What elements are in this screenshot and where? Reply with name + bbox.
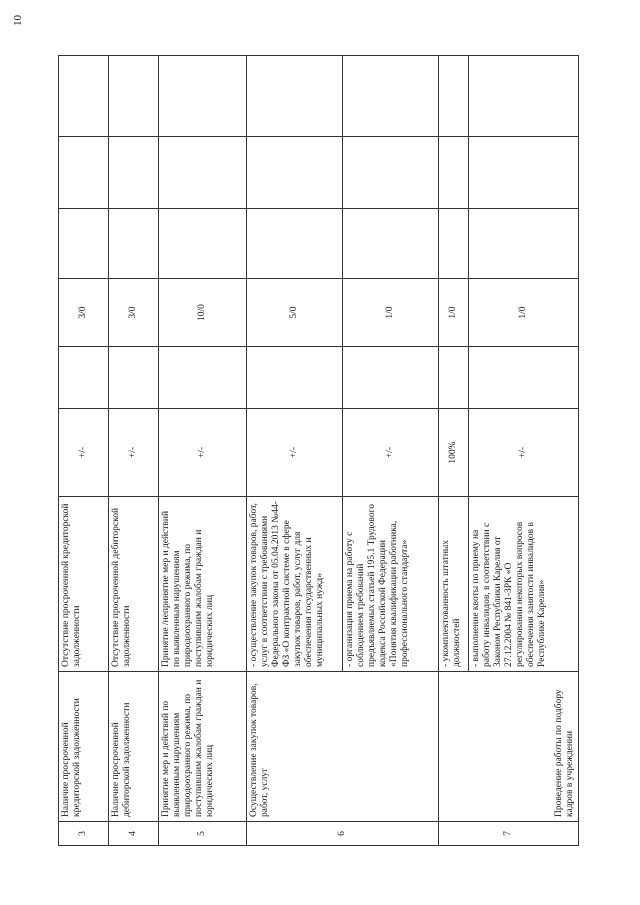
empty-cell [159,56,247,137]
value-cell: +/- [469,409,579,497]
direction-cell: Наличие просроченной кредиторской задолженности [59,672,109,822]
empty-cell [343,56,439,137]
empty-cell [247,137,343,209]
value-cell: 100% [439,409,469,497]
score-cell: 5/0 [247,279,343,347]
value-cell: +/- [109,409,159,497]
empty-cell [247,209,343,279]
indicator-cell: - укомплектованность штатных должностей [439,497,469,672]
empty-cell [247,56,343,137]
value-cell: +/- [247,409,343,497]
empty-cell [343,137,439,209]
row-number: 4 [109,822,159,846]
score-cell: 10/0 [159,279,247,347]
empty-cell [159,209,247,279]
row-number: 7 [439,822,579,846]
empty-cell [439,137,469,209]
row-number: 6 [247,822,439,846]
score-cell: 1/0 [343,279,439,347]
empty-cell [59,137,109,209]
direction-cell: Осуществление закупок товаров, работ, услуг [247,672,439,822]
indicator-cell: Принятие /непринятие мер и действий по выявленным нарушениям природоохранного режима, по поступившим жалобам граждан и юридических лиц [159,497,247,672]
table-row [247,56,343,846]
evaluation-criteria-table [58,55,579,846]
indicator-cell: - выполнение квоты по приему на работу инвалидов, в соответствии с Законом Республики Карелия от 27.12.2004 № 841-ЗРК «О регулировании некоторых вопросов обеспечения занятости инвалидов в Республике Карелия» [469,497,579,672]
score-cell: 1/0 [439,279,469,347]
empty-cell [469,137,579,209]
empty-cell [469,209,579,279]
table-row [439,56,469,846]
indicator-cell: - осуществление закупок товаров, работ, услуг в соответствии с требованиями Федерального закона от 05.04.2013 №44-ФЗ «О контрактной системе в сфере закупок товаров, работ, услуг для обеспечения государственных и муниципальных нужд» [247,497,343,672]
score-cell: 1/0 [469,279,579,347]
value-cell: +/- [343,409,439,497]
rotated-table-container [58,56,578,846]
empty-cell [59,347,109,409]
empty-cell [469,56,579,137]
table-row [109,56,159,846]
table-row [59,56,109,846]
empty-cell [247,347,343,409]
empty-cell [159,347,247,409]
empty-cell [109,137,159,209]
empty-cell [439,347,469,409]
empty-cell [439,209,469,279]
indicator-cell: - организация приема на работу с соблюдением требований предъявляемых статьей 195.1 Трудового кодекса Российской Федерации «Понятия квалификации работника, профессионального стандарта» [343,497,439,672]
empty-cell [109,347,159,409]
empty-cell [343,347,439,409]
empty-cell [469,347,579,409]
score-cell: 3/0 [59,279,109,347]
value-cell: +/- [159,409,247,497]
direction-cell: Проведение работы по подбору кадров в учреждении [439,672,579,822]
value-cell: +/- [59,409,109,497]
indicator-cell: Отсутствие просроченной кредиторской задолженности [59,497,109,672]
empty-cell [439,56,469,137]
empty-cell [59,209,109,279]
direction-cell: Наличие просроченной дебиторской задолженности [109,672,159,822]
direction-cell: Принятие мер и действий по выявленным нарушениям природоохранного режима, по поступившим жалобам граждан и юридических лиц [159,672,247,822]
page-number: 10 [12,15,24,26]
empty-cell [159,137,247,209]
empty-cell [343,209,439,279]
table-row [159,56,247,846]
empty-cell [109,209,159,279]
indicator-cell: Отсутствие просроченной дебиторской задолженности [109,497,159,672]
row-number: 5 [159,822,247,846]
score-cell: 3/0 [109,279,159,347]
empty-cell [109,56,159,137]
empty-cell [59,56,109,137]
row-number: 3 [59,822,109,846]
